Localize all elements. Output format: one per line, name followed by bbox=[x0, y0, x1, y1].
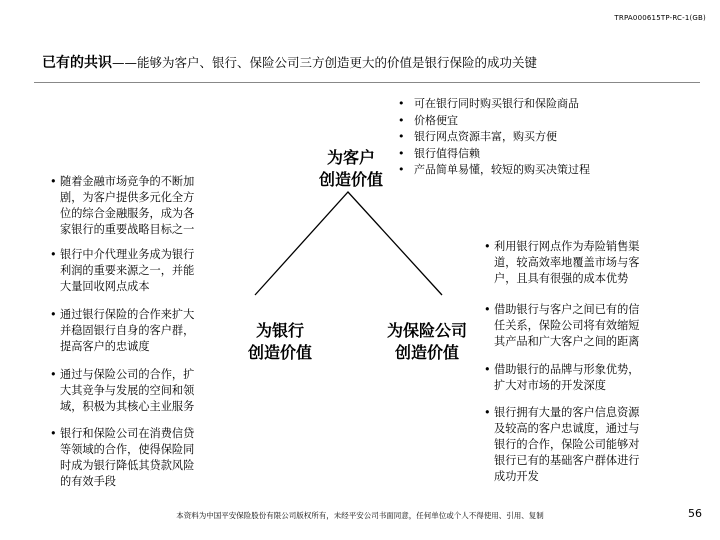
insurer-value-line1: 为保险公司 bbox=[386, 321, 467, 340]
bank-point-2 bbox=[50, 247, 250, 295]
text-line: • 银行和保险公司在消费信贷 bbox=[50, 426, 250, 442]
text-line: • 通过与保险公司的合作，扩 bbox=[50, 367, 250, 383]
customer-value-label bbox=[296, 147, 406, 191]
title-dash: —— bbox=[112, 55, 137, 70]
title-rest: 能够为客户、银行、保险公司三方创造更大的价值是银行保险的成功关键 bbox=[137, 55, 538, 70]
triangle-lines bbox=[255, 192, 442, 295]
text-line: 成功开发 bbox=[494, 470, 539, 483]
text-line: • 银行中介代理业务成为银行 bbox=[50, 247, 250, 263]
insurer-value-label bbox=[362, 320, 492, 364]
text-line: • 随着金融市场竞争的不断加 bbox=[50, 174, 250, 190]
bank-value-line1: 为银行 bbox=[255, 321, 304, 340]
bank-value-line2: 创造价值 bbox=[247, 343, 312, 362]
text-line: 其产品和广大客户之间的距离 bbox=[494, 335, 640, 348]
text-line: 等领域的合作，使得保险同 bbox=[60, 443, 195, 456]
text-line: • 银行拥有大量的客户信息资源 bbox=[484, 405, 699, 421]
text-line: 域，积极为其核心主业服务 bbox=[60, 400, 195, 413]
insurer-value-line2: 创造价值 bbox=[394, 343, 459, 362]
text-line: 的有效手段 bbox=[60, 475, 116, 488]
list-item: • 价格便宜 bbox=[398, 113, 698, 130]
bank-point-5 bbox=[50, 426, 250, 490]
text-line: 大量回收网点成本 bbox=[60, 280, 150, 293]
text-line: 任关系，保险公司将有效缩短 bbox=[494, 319, 640, 332]
text-line: 剧，为客户提供多元化全方 bbox=[60, 191, 195, 204]
text-line: • 借助银行的品牌与形象优势， bbox=[484, 362, 699, 378]
text-line: 时成为银行降低其贷款风险 bbox=[60, 459, 195, 472]
bank-point-3 bbox=[50, 307, 250, 355]
copyright-footer: 本资料为中国平安保险股份有限公司版权所有，未经平安公司书面同意，任何单位或个人不得使用、引用、复制 bbox=[176, 511, 544, 520]
text-line: 户，且具有很强的成本优势 bbox=[494, 272, 629, 285]
text-line: • 借助银行与客户之间已有的信 bbox=[484, 302, 699, 318]
text-line: 家银行的重要战略目标之一 bbox=[60, 223, 195, 236]
insurer-point-4 bbox=[484, 405, 699, 485]
list-item: • 银行网点资源丰富，购买方便 bbox=[398, 129, 698, 146]
text-line: 及较高的客户忠诚度，通过与 bbox=[494, 422, 640, 435]
bank-point-1 bbox=[50, 174, 250, 238]
text-line: 利润的重要来源之一，并能 bbox=[60, 264, 195, 277]
page-number: 56 bbox=[688, 507, 702, 520]
text-line: 银行已有的基础客户群体进行 bbox=[494, 454, 640, 467]
text-line: • 通过银行保险的合作来扩大 bbox=[50, 307, 250, 323]
text-line: 扩大对市场的开发深度 bbox=[494, 379, 606, 392]
insurer-point-2 bbox=[484, 302, 699, 350]
list-item: • 可在银行同时购买银行和保险商品 bbox=[398, 96, 698, 113]
text-line: 大其竞争与发展的空间和领 bbox=[60, 384, 195, 397]
customer-value-line2: 创造价值 bbox=[318, 170, 383, 189]
insurer-point-3 bbox=[484, 362, 699, 394]
text-line: 道，较高效率地覆盖市场与客 bbox=[494, 256, 640, 269]
text-line: 提高客户的忠诚度 bbox=[60, 340, 150, 353]
bank-point-4 bbox=[50, 367, 250, 415]
customer-value-line1: 为客户 bbox=[326, 148, 375, 167]
title-lead: 已有的共识 bbox=[42, 55, 112, 71]
text-line: • 利用银行网点作为寿险销售渠 bbox=[484, 239, 699, 255]
list-item: • 银行值得信赖 bbox=[398, 146, 698, 163]
customer-points-list bbox=[398, 96, 698, 179]
list-item: • 产品简单易懂，较短的购买决策过程 bbox=[398, 162, 698, 179]
text-line: 位的综合金融服务，成为各 bbox=[60, 207, 195, 220]
insurer-point-1 bbox=[484, 239, 699, 287]
text-line: 并稳固银行自身的客户群， bbox=[60, 324, 195, 337]
document-id: TRPA000615TP-RC-1(GB) bbox=[614, 14, 706, 22]
text-line: 银行的合作，保险公司能够对 bbox=[494, 438, 640, 451]
